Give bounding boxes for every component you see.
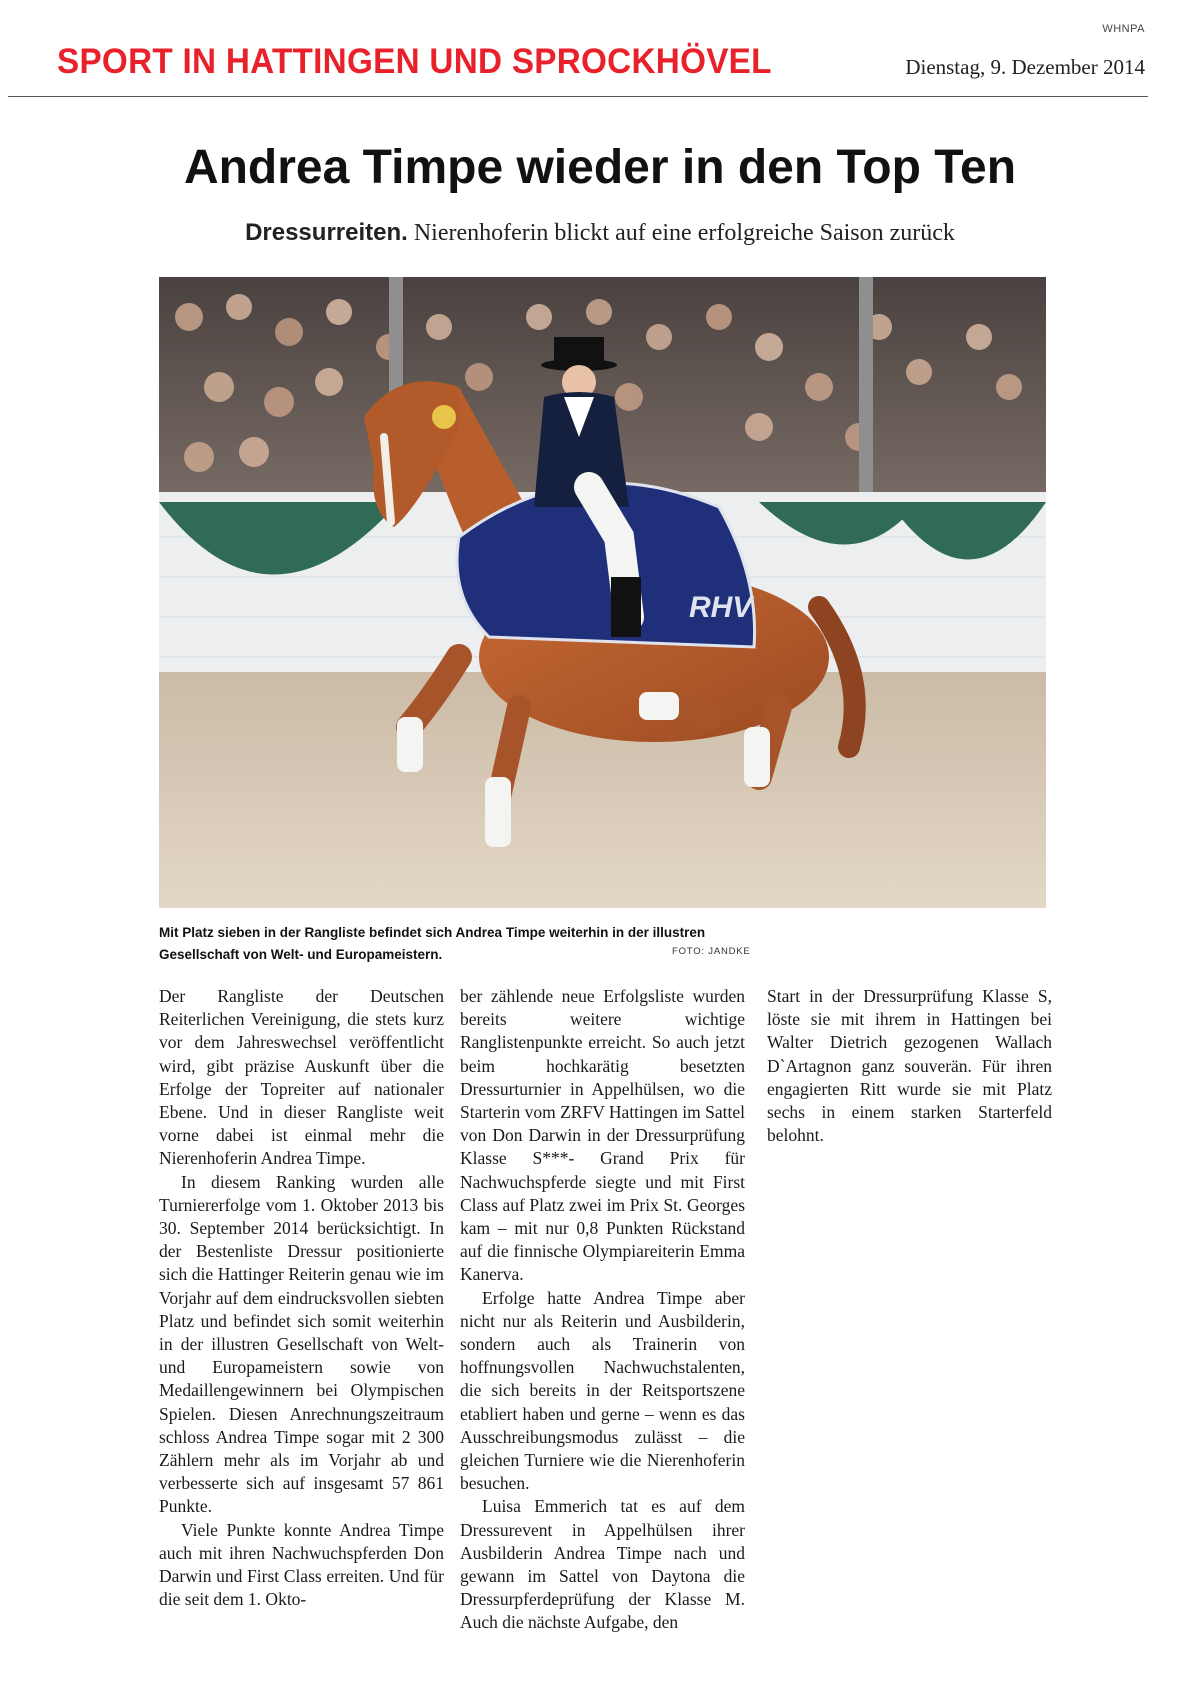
article-photo bbox=[159, 277, 1046, 908]
article-subheadline bbox=[0, 219, 1200, 247]
article-column-3 bbox=[767, 985, 1052, 1147]
masthead-divider bbox=[8, 96, 1148, 97]
hind-right-bandage bbox=[744, 727, 770, 787]
hind-left-bandage bbox=[639, 692, 679, 720]
dressage-photo-illustration bbox=[159, 277, 1046, 908]
photo-credit: FOTO: JANDKE bbox=[672, 946, 751, 957]
section-title: SPORT IN HATTINGEN UND SPROCKHÖVEL bbox=[57, 42, 772, 81]
rosette bbox=[432, 405, 456, 429]
paragraph: ber zählende neue Erfolgsliste wurden bereits weitere wichtige Ranglistenpunkte erreicht. So auch jetzt beim hochkarätig besetzten Dressurturnier in Appelhülsen, wo die Starterin vom ZRFV Hattingen im Sattel von Don Darwin in der Dressurprüfung Klasse S***- Grand Prix für Nachwuchspferde siegte und mit First Class auf Platz zwei im Prix St. Georges kam – mit nur 0,8 Punkten Rückstand auf die finnische Olympiareiterin Emma Kanerva. bbox=[460, 986, 745, 1285]
subheadline-text: Nierenhoferin blickt auf eine erfolgreiche Saison zurück bbox=[413, 220, 955, 246]
paragraph: Luisa Emmerich tat es auf dem Dressurevent in Appelhülsen ihrer Ausbilderin Andrea Timpe nach und gewann im Sattel von Daytona die Dressurpferdeprüfung der Klasse M. Auch die nächste Aufgabe, den bbox=[460, 1496, 745, 1633]
publication-date: Dienstag, 9. Dezember 2014 bbox=[905, 55, 1145, 79]
article-headline: Andrea Timpe wieder in den Top Ten bbox=[183, 141, 1017, 194]
article-column-1 bbox=[159, 985, 444, 1611]
agency-label: WHNPA bbox=[1102, 23, 1145, 35]
paragraph: Start in der Dressurprüfung Klasse S, löste sie mit ihrem in Hattingen bei Walter Dietrich gezogenen Wallach D`Artagnon ganz souverän. Für ihren engagierten Ritt wurde sie mit Platz sechs in einem starken Starterfeld belohnt. bbox=[767, 986, 1052, 1146]
paragraph: In diesem Ranking wurden alle Turniererfolge vom 1. Oktober 2013 bis 30. September 2014 berücksichtigt. In der Bestenliste Dressur positionierte sich die Hattinger Reiterin genau wie im Vorjahr auf dem eindrucksvollen siebten Platz und befindet sich somit weiterhin in der illustren Gesellschaft von Welt- und Europameistern sowie von Medaillengewinnern bei Olympischen Spielen. Diesen Anrechnungszeitraum schloss Andrea Timpe sogar mit 2 300 Zählern mehr als im Vorjahr ab und verbesserte sich auf insgesamt 57 861 Punkte. bbox=[159, 1171, 444, 1517]
paragraph: Viele Punkte konnte Andrea Timpe auch mit ihren Nachwuchspferden Don Darwin und First Class erreiten. Und für die seit dem 1. Okto- bbox=[159, 1519, 444, 1610]
rider-boot bbox=[611, 577, 641, 637]
article-kicker: Dressurreiten. bbox=[245, 219, 408, 246]
article-column-2 bbox=[460, 985, 745, 1635]
front-right-bandage bbox=[485, 777, 511, 847]
paragraph: Der Rangliste der Deutschen Reiterlichen Vereinigung, die stets kurz vor dem Jahreswechsel veröffentlicht wird, gibt präzise Auskunft über die Erfolge der Topreiter auf nationaler Ebene. Und in dieser Rangliste weit vorne dabei ist einmal mehr die Nierenhoferin Andrea Timpe. bbox=[159, 986, 444, 1169]
front-left-bandage bbox=[397, 717, 423, 772]
blanket-text: RHV bbox=[689, 591, 753, 624]
stand-pillar-right bbox=[859, 277, 873, 512]
photo-caption: Mit Platz sieben in der Rangliste befindet sich Andrea Timpe weiterhin in der illustren Gesellschaft von Welt- und Europameistern. bbox=[159, 925, 706, 962]
paragraph: Erfolge hatte Andrea Timpe aber nicht nur als Reiterin und Ausbilderin, sondern auch als Trainerin von hoffnungsvollen Nachwuchstalenten, die sich bereits in der Reitsportszene etabliert haben und gerne – wenn es das Ausschreibungsmodus zulässt – die gleichen Turniere wie die Nierenhoferin besuchen. bbox=[460, 1287, 745, 1494]
